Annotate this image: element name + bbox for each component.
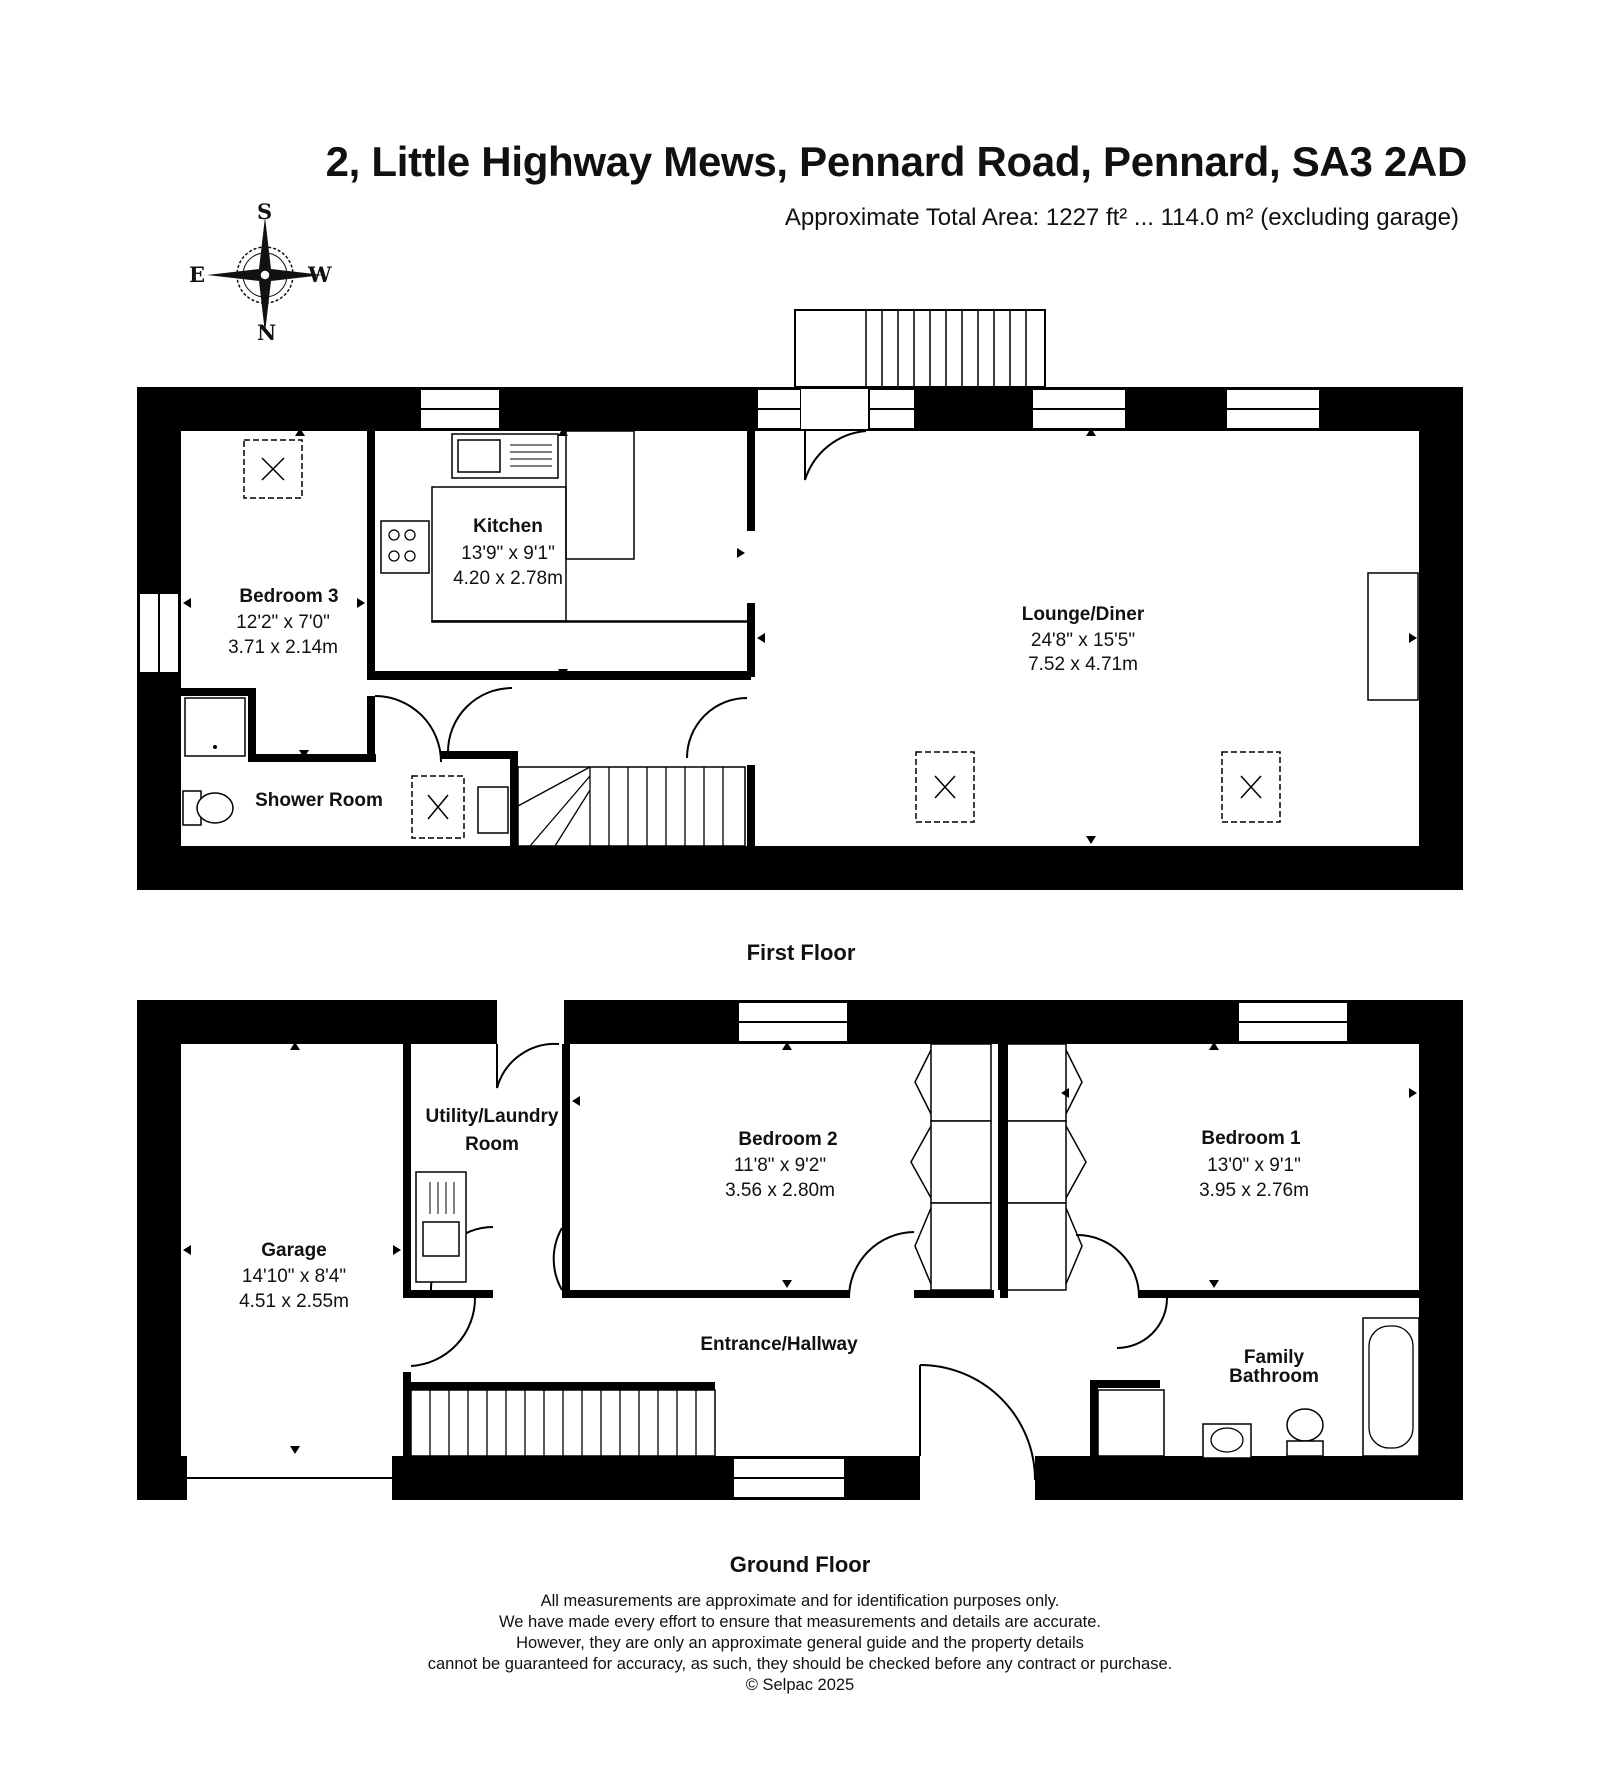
ff-wall-right <box>1419 387 1463 890</box>
bedroom2-imperial: 11'8" x 9'2" <box>733 1155 827 1176</box>
lounge-imperial: 24'8" x 15'5" <box>1030 630 1136 651</box>
first-floor-label: First Floor <box>746 940 856 965</box>
disclaimer-line: cannot be guaranteed for accuracy, as such, they should be checked before any contract or purchase. <box>427 1655 1173 1673</box>
bathroom-name-line2: Bathroom <box>1229 1366 1319 1387</box>
lounge-name: Lounge/Diner <box>1021 604 1145 625</box>
hallway-name: Entrance/Hallway <box>700 1334 858 1355</box>
disclaimer <box>0 1591 1600 1696</box>
lounge-metric: 7.52 x 4.71m <box>1028 654 1138 675</box>
ground-floor-plan <box>137 1000 1463 1500</box>
bathroom-name-line1: Family <box>1243 1347 1305 1368</box>
bedroom3-metric: 3.71 x 2.14m <box>228 637 338 658</box>
ff-wall-bottom <box>137 846 1463 890</box>
compass-e: E <box>189 262 206 287</box>
total-area: Approximate Total Area: 1227 ft² ... 114.0 m² (excluding garage) <box>784 204 1459 231</box>
property-address: 2, Little Highway Mews, Pennard Road, Pennard, SA3 2AD <box>325 138 1467 185</box>
copyright: © Selpac 2025 <box>745 1676 855 1694</box>
compass-w: W <box>308 262 332 287</box>
kitchen-metric: 4.20 x 2.78m <box>453 568 563 589</box>
bedroom1-imperial: 13'0" x 9'1" <box>1207 1155 1301 1176</box>
disclaimer-line: We have made every effort to ensure that measurements and details are accurate. <box>499 1613 1101 1631</box>
bedroom1-metric: 3.95 x 2.76m <box>1199 1180 1309 1201</box>
kitchen-name: Kitchen <box>473 516 543 537</box>
bedroom1-name: Bedroom 1 <box>1201 1128 1301 1149</box>
kitchen-imperial: 13'9" x 9'1" <box>461 543 555 564</box>
compass-s: S <box>257 199 273 224</box>
shower-room-name: Shower Room <box>255 790 383 811</box>
garage-imperial: 14'10" x 8'4" <box>241 1266 347 1287</box>
garage-metric: 4.51 x 2.55m <box>239 1291 349 1312</box>
bedroom3-name: Bedroom 3 <box>239 586 339 607</box>
garage-name: Garage <box>261 1240 327 1261</box>
ground-floor-label: Ground Floor <box>729 1552 871 1577</box>
utility-name-line2: Room <box>465 1134 519 1155</box>
disclaimer-line: However, they are only an approximate general guide and the property details <box>516 1634 1084 1652</box>
disclaimer-line: All measurements are approximate and for identification purposes only. <box>540 1592 1060 1610</box>
utility-name-line1: Utility/Laundry <box>425 1106 559 1127</box>
compass-n: N <box>257 320 277 345</box>
bedroom3-imperial: 12'2" x 7'0" <box>236 612 330 633</box>
bedroom2-name: Bedroom 2 <box>738 1129 838 1150</box>
bedroom2-metric: 3.56 x 2.80m <box>725 1180 835 1201</box>
